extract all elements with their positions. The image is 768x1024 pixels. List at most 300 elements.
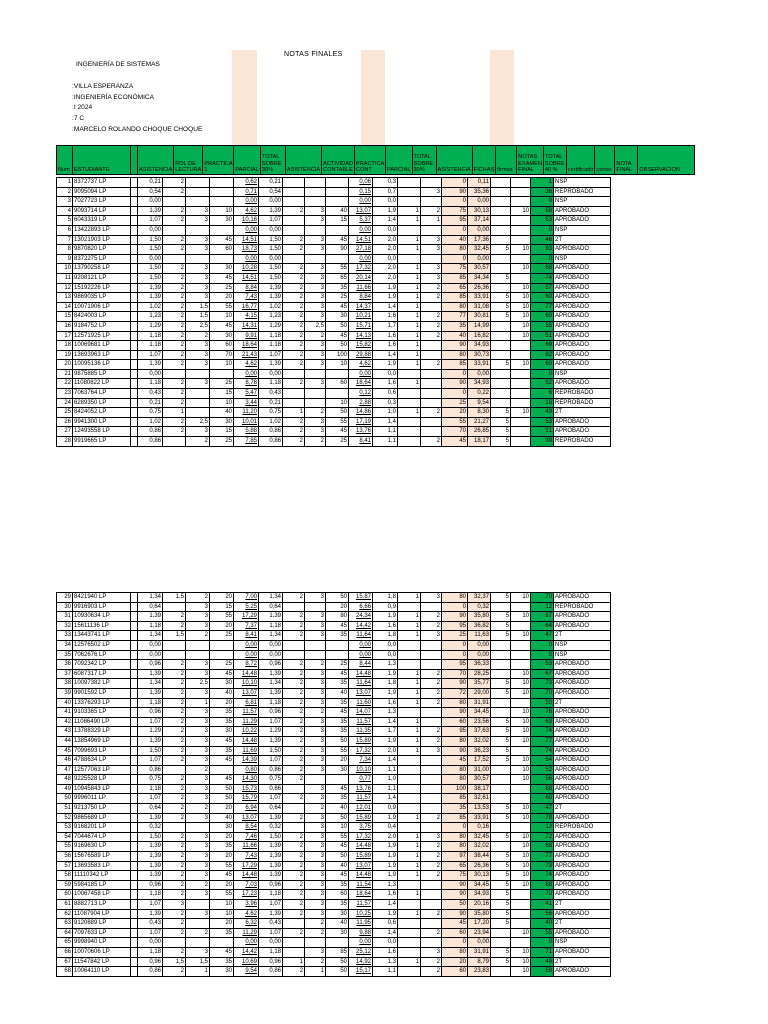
table-cell — [511, 621, 531, 631]
table-cell: 2 — [163, 727, 186, 737]
table-cell: 0 — [442, 389, 468, 399]
table-cell: 20 — [210, 593, 234, 603]
table-cell — [283, 640, 305, 650]
table-cell: 1,39 — [259, 206, 283, 216]
table-cell: 13,07 — [349, 688, 373, 698]
table-cell: 14,48 — [349, 669, 373, 679]
table-cell: 3 — [186, 341, 210, 351]
table-cell — [186, 389, 210, 399]
table-cell — [283, 938, 305, 948]
table-cell: 40 — [326, 688, 349, 698]
table-cell: 1,8 — [373, 679, 398, 689]
table-cell — [131, 331, 138, 341]
table-cell — [326, 187, 349, 197]
table-cell: 35 — [210, 717, 234, 727]
table-cell: 3 — [305, 861, 326, 871]
student-id-cell: 9869035 LP — [73, 293, 131, 303]
table-cell: 80 — [442, 593, 468, 603]
grades-table-page-1 — [56, 177, 611, 447]
table-cell — [511, 369, 531, 379]
table-cell: 7,85 — [234, 437, 259, 447]
table-cell: 80 — [442, 775, 468, 785]
observation-cell: REPROBADO — [554, 823, 611, 833]
final-grade-cell: 71 — [531, 947, 554, 957]
table-cell: 40 — [442, 331, 468, 341]
table-cell — [511, 660, 531, 670]
table-cell: 45 — [326, 669, 349, 679]
table-cell: 32,37 — [468, 593, 491, 603]
table-row — [57, 736, 611, 746]
table-cell: 2 — [421, 321, 442, 331]
table-cell: 3 — [186, 206, 210, 216]
table-cell: 55 — [326, 417, 349, 427]
table-row — [57, 669, 611, 679]
table-cell: 0 — [442, 602, 468, 612]
table-cell: 32,45 — [468, 245, 491, 255]
table-cell: 65 — [442, 861, 468, 871]
table-cell: 34 — [57, 640, 73, 650]
table-row — [57, 302, 611, 312]
table-cell: 35 — [326, 900, 349, 910]
table-cell: 5 — [491, 871, 511, 881]
table-cell — [398, 765, 421, 775]
table-cell: 14,13 — [349, 331, 373, 341]
table-cell: 0,00 — [468, 650, 491, 660]
table-cell: 68 — [57, 967, 73, 977]
table-cell: 1,4 — [373, 302, 398, 312]
table-cell: 85 — [442, 273, 468, 283]
student-id-cell: 8424052 LP — [73, 408, 131, 418]
table-cell — [186, 369, 210, 379]
table-cell: 5 — [57, 216, 73, 226]
student-id-cell: 8424003 LP — [73, 312, 131, 322]
table-cell: 0,0 — [373, 650, 398, 660]
table-cell: 2 — [283, 756, 305, 766]
table-cell: 2 — [163, 736, 186, 746]
table-cell: 3 — [186, 708, 210, 718]
table-cell: 3 — [305, 688, 326, 698]
table-cell: 2 — [163, 293, 186, 303]
table-cell: 2 — [163, 264, 186, 274]
table-cell — [511, 784, 531, 794]
table-cell: 3 — [421, 631, 442, 641]
table-cell: 60 — [210, 245, 234, 255]
table-cell: 10,69 — [234, 957, 259, 967]
student-id-cell: 15611136 LP — [73, 621, 131, 631]
table-cell: 1,34 — [259, 593, 283, 603]
table-cell: 3,75 — [349, 823, 373, 833]
highlight-strip — [232, 50, 257, 146]
table-cell: 2,0 — [373, 832, 398, 842]
observation-cell: APROBADO — [554, 880, 611, 890]
table-cell — [421, 427, 442, 437]
student-id-cell: 8421940 LP — [73, 593, 131, 603]
table-cell: 30,57 — [468, 775, 491, 785]
table-cell: 3 — [186, 660, 210, 670]
table-cell — [491, 660, 511, 670]
table-cell: 80 — [442, 765, 468, 775]
table-cell: 1,4 — [373, 900, 398, 910]
table-cell: 5 — [491, 717, 511, 727]
observation-cell: APROBADO — [554, 379, 611, 389]
table-row — [57, 698, 611, 708]
table-cell — [421, 919, 442, 929]
table-cell: 2 — [283, 900, 305, 910]
table-cell — [491, 369, 511, 379]
table-cell — [491, 197, 511, 207]
table-cell: 1,6 — [373, 341, 398, 351]
table-cell: 2 — [283, 660, 305, 670]
table-cell — [511, 379, 531, 389]
table-cell: 10 — [511, 293, 531, 303]
table-cell: 2 — [283, 669, 305, 679]
table-cell — [131, 871, 138, 881]
table-cell — [131, 631, 138, 641]
table-cell: 3,96 — [234, 900, 259, 910]
table-cell: 55 — [326, 746, 349, 756]
table-row — [57, 216, 611, 226]
table-row — [57, 254, 611, 264]
table-cell: 3 — [186, 688, 210, 698]
table-cell: 55 — [326, 264, 349, 274]
table-cell — [210, 650, 234, 660]
table-cell: 25 — [210, 379, 234, 389]
table-cell: 11,29 — [234, 717, 259, 727]
table-row — [57, 880, 611, 890]
table-cell: 0,96 — [259, 957, 283, 967]
final-grade-cell: 74 — [531, 746, 554, 756]
table-cell: 0,96 — [259, 880, 283, 890]
table-cell — [131, 727, 138, 737]
table-cell: 10,10 — [234, 679, 259, 689]
table-cell — [131, 890, 138, 900]
table-cell: 1,18 — [259, 947, 283, 957]
table-cell: 90 — [442, 708, 468, 718]
table-row — [57, 679, 611, 689]
final-grade-cell: 56 — [531, 775, 554, 785]
observation-cell: APROBADO — [554, 621, 611, 631]
table-cell: 1,3 — [373, 708, 398, 718]
table-cell: 3 — [305, 794, 326, 804]
table-cell — [491, 350, 511, 360]
table-cell: 10 — [511, 756, 531, 766]
table-cell — [491, 187, 511, 197]
table-cell: 35 — [210, 842, 234, 852]
observation-cell: APROBADO — [554, 765, 611, 775]
table-cell: 55 — [57, 842, 73, 852]
table-cell: 0,32 — [468, 602, 491, 612]
table-cell: 1,07 — [259, 900, 283, 910]
table-cell: 90 — [442, 890, 468, 900]
col-header: ASISTENCIA — [138, 146, 174, 175]
table-cell: 33,91 — [468, 360, 491, 370]
observation-cell: APROBADO — [554, 842, 611, 852]
table-cell: 5 — [491, 727, 511, 737]
table-cell: 10 — [326, 360, 349, 370]
table-cell — [131, 283, 138, 293]
table-cell: 10 — [511, 264, 531, 274]
table-cell — [131, 852, 138, 862]
table-cell — [283, 398, 305, 408]
table-cell: 90 — [442, 679, 468, 689]
table-cell: 11,29 — [234, 928, 259, 938]
table-cell: 2 — [283, 245, 305, 255]
table-cell: 30,81 — [468, 312, 491, 322]
table-cell: 17,32 — [349, 746, 373, 756]
table-cell: 1,50 — [259, 264, 283, 274]
table-cell — [210, 765, 234, 775]
table-row — [57, 842, 611, 852]
table-cell: 2 — [163, 389, 186, 399]
student-id-cell: 13693583 LP — [73, 861, 131, 871]
table-cell: 2 — [163, 216, 186, 226]
table-cell — [305, 938, 326, 948]
table-cell: 20 — [210, 804, 234, 814]
table-cell: 45 — [326, 302, 349, 312]
table-cell: 0,86 — [259, 967, 283, 977]
table-cell — [131, 417, 138, 427]
table-cell: 10 — [511, 245, 531, 255]
table-cell: 10 — [511, 708, 531, 718]
table-cell: 3 — [305, 341, 326, 351]
table-cell: 2 — [283, 341, 305, 351]
table-cell — [210, 225, 234, 235]
table-cell: 10 — [511, 813, 531, 823]
table-cell: 2 — [283, 928, 305, 938]
table-cell — [131, 717, 138, 727]
table-cell: 2 — [421, 408, 442, 418]
table-cell — [398, 804, 421, 814]
table-cell: 33,91 — [468, 813, 491, 823]
table-cell — [131, 187, 138, 197]
final-grade-cell: 36 — [531, 187, 554, 197]
table-cell: 10,21 — [349, 312, 373, 322]
table-cell: 0,00 — [138, 254, 163, 264]
table-cell: 5 — [491, 861, 511, 871]
table-cell: 2,88 — [349, 398, 373, 408]
table-cell — [511, 650, 531, 660]
column-header-row — [56, 145, 695, 175]
table-cell: 11,54 — [349, 880, 373, 890]
table-cell — [421, 794, 442, 804]
table-cell: 2 — [163, 832, 186, 842]
table-cell: 1,7 — [373, 727, 398, 737]
table-cell — [511, 698, 531, 708]
student-id-cell: 9213750 LP — [73, 804, 131, 814]
table-cell: 1,07 — [138, 756, 163, 766]
final-grade-cell: 87 — [531, 612, 554, 622]
table-cell — [131, 341, 138, 351]
table-cell: 0,00 — [349, 369, 373, 379]
table-cell: 6,81 — [234, 698, 259, 708]
observation-cell: APROBADO — [554, 909, 611, 919]
final-grade-cell: 70 — [531, 890, 554, 900]
observation-cell: APROBADO — [554, 312, 611, 322]
table-cell: 1,6 — [373, 890, 398, 900]
table-cell: 3 — [186, 746, 210, 756]
table-cell: 1 — [283, 957, 305, 967]
student-id-cell: 8372737 LP — [73, 178, 131, 188]
table-cell: 80 — [442, 842, 468, 852]
table-cell: 32 — [57, 621, 73, 631]
table-cell: 15,73 — [234, 784, 259, 794]
table-row — [57, 650, 611, 660]
table-cell: 5 — [491, 302, 511, 312]
observation-cell: APROBADO — [554, 794, 611, 804]
table-row — [57, 861, 611, 871]
table-cell: 4,62 — [234, 206, 259, 216]
table-cell: 1,0 — [373, 408, 398, 418]
table-cell — [511, 350, 531, 360]
table-cell: 10 — [511, 321, 531, 331]
table-cell: 45 — [326, 621, 349, 631]
table-cell: 10 — [511, 679, 531, 689]
table-cell — [131, 947, 138, 957]
table-cell: 34,93 — [468, 890, 491, 900]
table-cell: 1,39 — [259, 293, 283, 303]
table-cell: 10 — [511, 669, 531, 679]
table-cell — [491, 928, 511, 938]
table-cell — [398, 650, 421, 660]
table-cell: 35 — [57, 650, 73, 660]
table-cell: 0,00 — [259, 938, 283, 948]
table-cell: 3 — [421, 593, 442, 603]
table-cell — [398, 775, 421, 785]
table-cell: 1,4 — [373, 350, 398, 360]
table-cell: 11,95 — [349, 919, 373, 929]
table-cell — [511, 273, 531, 283]
table-cell: 1,6 — [373, 379, 398, 389]
table-cell: 15 — [210, 427, 234, 437]
observation-cell: NSP — [554, 225, 611, 235]
table-cell: 13,76 — [349, 784, 373, 794]
table-cell: 1,18 — [138, 621, 163, 631]
table-cell: 3 — [186, 669, 210, 679]
table-cell: 2 — [283, 727, 305, 737]
table-cell: 1,39 — [138, 909, 163, 919]
grades-table-page-2 — [56, 592, 611, 977]
table-cell: 0,6 — [373, 389, 398, 399]
table-cell: 45 — [210, 235, 234, 245]
table-cell: 75 — [442, 206, 468, 216]
table-cell — [491, 669, 511, 679]
table-cell: 0,64 — [259, 804, 283, 814]
table-cell: 70 — [210, 350, 234, 360]
table-cell: 45 — [210, 775, 234, 785]
table-cell: 5 — [491, 736, 511, 746]
observation-cell: APROBADO — [554, 216, 611, 226]
table-cell — [305, 187, 326, 197]
table-cell: 3 — [421, 832, 442, 842]
observation-cell: 2T — [554, 235, 611, 245]
table-cell: 25 — [57, 408, 73, 418]
table-cell — [131, 832, 138, 842]
table-cell: 17 — [57, 331, 73, 341]
table-cell: 1,18 — [138, 947, 163, 957]
table-cell: 5 — [491, 360, 511, 370]
student-id-cell: 4788634 LP — [73, 756, 131, 766]
table-cell: 3 — [421, 235, 442, 245]
table-cell: 31,91 — [468, 698, 491, 708]
table-cell: 3 — [186, 756, 210, 766]
table-cell — [421, 225, 442, 235]
table-cell: 35,80 — [468, 909, 491, 919]
table-cell: 1,39 — [259, 612, 283, 622]
table-cell: 0,64 — [138, 602, 163, 612]
table-cell: 2 — [163, 283, 186, 293]
table-cell: 50 — [326, 813, 349, 823]
observation-cell: APROBADO — [554, 679, 611, 689]
table-cell: 31,08 — [468, 302, 491, 312]
table-cell — [163, 437, 186, 447]
table-cell: 17,29 — [234, 612, 259, 622]
table-cell — [163, 602, 186, 612]
observation-cell: REPROBADO — [554, 437, 611, 447]
table-cell: 35 — [210, 928, 234, 938]
table-cell: 2 — [186, 928, 210, 938]
student-id-cell: 10064110 LP — [73, 967, 131, 977]
table-cell: 5 — [491, 427, 511, 437]
table-cell: 38,17 — [468, 784, 491, 794]
table-row — [57, 756, 611, 766]
table-row — [57, 593, 611, 603]
table-cell: 20 — [57, 360, 73, 370]
table-cell — [511, 254, 531, 264]
table-cell: 2 — [283, 331, 305, 341]
table-cell — [421, 823, 442, 833]
table-cell: 59 — [57, 880, 73, 890]
table-cell: 60 — [442, 967, 468, 977]
table-cell — [421, 254, 442, 264]
table-cell — [186, 408, 210, 418]
table-cell: 1,39 — [259, 813, 283, 823]
final-grade-cell: 46 — [531, 235, 554, 245]
col-header: NOTA FINAL — [615, 146, 638, 175]
table-cell — [491, 398, 511, 408]
col-header: FICHAS — [472, 146, 496, 175]
table-cell — [491, 602, 511, 612]
col-header: certificado — [566, 146, 595, 175]
table-cell: 0 — [442, 197, 468, 207]
table-cell: 1 — [398, 341, 421, 351]
table-cell — [421, 890, 442, 900]
table-cell: 30,13 — [468, 206, 491, 216]
final-grade-cell: 53 — [531, 660, 554, 670]
table-cell: 2 — [163, 245, 186, 255]
table-cell: 3 — [163, 900, 186, 910]
table-cell: 20 — [442, 408, 468, 418]
final-grade-cell: 16 — [531, 398, 554, 408]
table-cell — [131, 919, 138, 929]
table-cell: 50 — [442, 900, 468, 910]
table-cell — [163, 650, 186, 660]
table-cell: 34,34 — [468, 273, 491, 283]
table-cell: 2,5 — [186, 679, 210, 689]
table-cell — [305, 197, 326, 207]
table-cell: 5 — [491, 679, 511, 689]
table-cell: 2 — [305, 708, 326, 718]
final-grade-cell: 82 — [531, 350, 554, 360]
table-cell: 35 — [210, 746, 234, 756]
table-cell: 1 — [398, 852, 421, 862]
table-cell — [131, 640, 138, 650]
table-cell: 1,39 — [259, 283, 283, 293]
table-cell — [491, 341, 511, 351]
table-cell: 0,64 — [138, 804, 163, 814]
table-cell — [283, 919, 305, 929]
table-cell — [398, 967, 421, 977]
table-cell: 2 — [163, 360, 186, 370]
